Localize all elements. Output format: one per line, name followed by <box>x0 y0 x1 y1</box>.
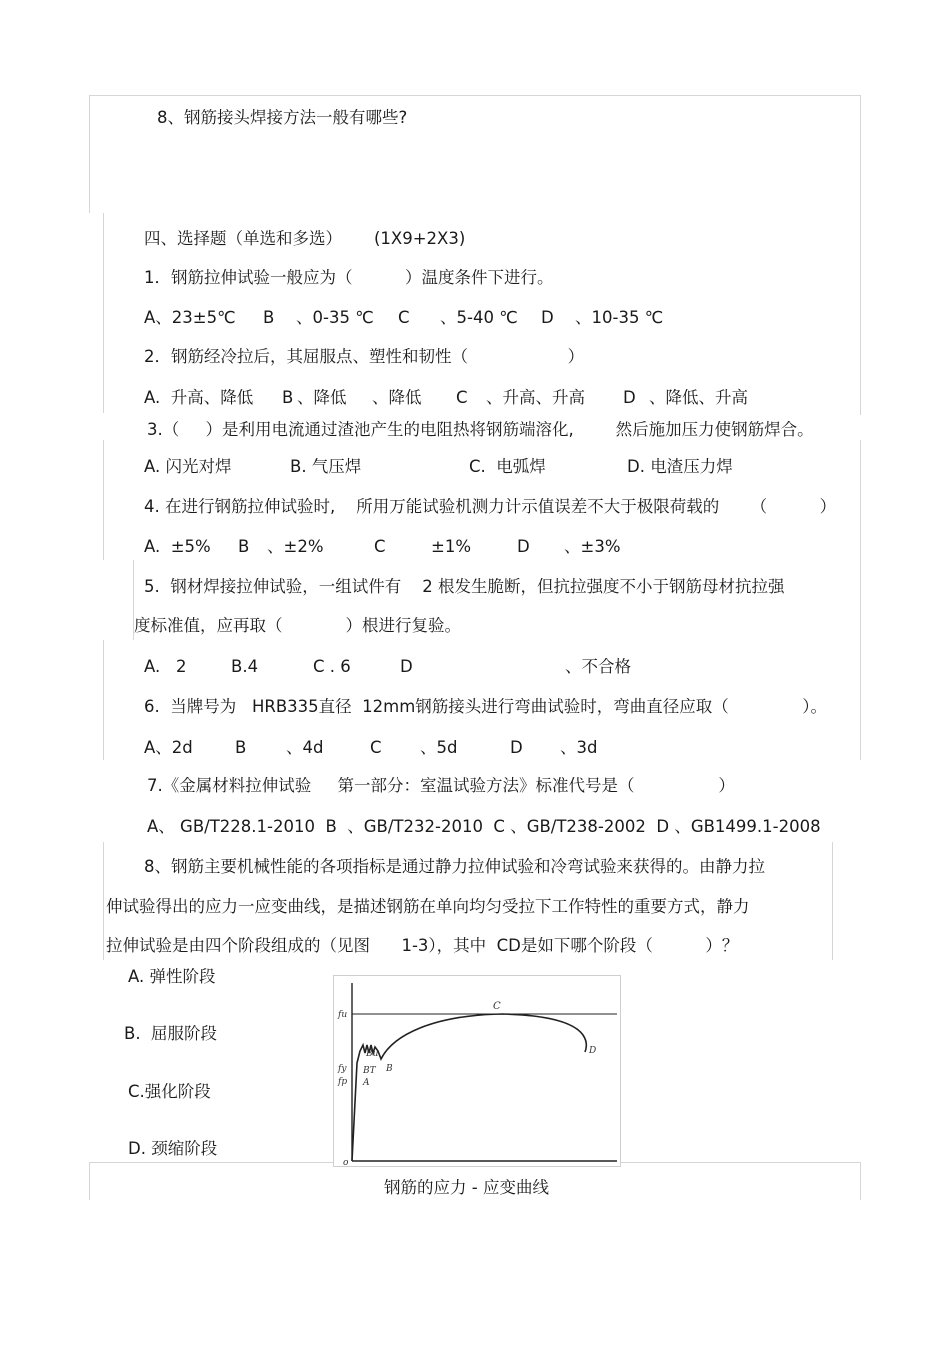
q1-option-c-letter: C <box>398 308 410 327</box>
point-bl-label: BT <box>363 1066 376 1076</box>
frame-top-line <box>90 95 861 96</box>
q1-option-d: 、10-35 ℃ <box>575 308 664 327</box>
question-3-stem: 3.（ ）是利用电流通过渣池产生的电阻热将钢筋端溶化, 然后施加压力使钢筋焊合。 <box>147 420 814 439</box>
point-d-label: D <box>589 1046 597 1056</box>
frame-right-line-2 <box>860 440 861 760</box>
frame-left-line-2 <box>103 213 104 413</box>
q8-option-b: B. 屈服阶段 <box>124 1024 218 1043</box>
q2-option-b1: 、降低 <box>297 388 347 407</box>
q5-option-d-letter: D <box>400 657 413 676</box>
q1-option-c: 、5-40 ℃ <box>440 308 518 327</box>
point-b-label: B <box>386 1064 393 1074</box>
frame-right-line-1 <box>860 95 861 415</box>
question-6-stem: 6. 当牌号为 HRB335直径 12mm钢筋接头进行弯曲试验时，弯曲直径应取（ ）。 <box>144 697 827 716</box>
q4-option-a: A. ±5% <box>144 537 211 556</box>
q4-option-b: 、±2% <box>267 537 324 556</box>
frame-left-line-1 <box>89 95 90 213</box>
q5-option-a-letter: A. <box>144 657 161 676</box>
q5-option-a: 2 <box>176 657 187 676</box>
q4-option-c: ±1% <box>431 537 472 556</box>
q5-option-b: B.4 <box>231 657 259 676</box>
figure-caption: 钢筋的应力 - 应变曲线 <box>384 1178 549 1197</box>
q4-option-d: 、±3% <box>564 537 621 556</box>
question-4-stem: 4. 在进行钢筋拉伸试验时, 所用万能试验机测力计示值误差不大于极限荷载的 （ ） <box>144 497 837 516</box>
question-8-stem-line1: 8、钢筋主要机械性能的各项指标是通过静力拉伸试验和冷弯试验来获得的。由静力拉 <box>144 857 765 876</box>
section-title: 四、选择题（单选和多选） <box>144 229 342 248</box>
q4-option-b-letter: B <box>238 537 250 556</box>
fu-label: fu <box>338 1010 348 1020</box>
point-bu-label: Bu <box>366 1049 379 1059</box>
q2-option-c: 、升高、升高 <box>486 388 585 407</box>
q3-option-a: A. 闪光对焊 <box>144 457 232 476</box>
question-8-stem-line3: 拉伸试验是由四个阶段组成的（见图 1-3），其中 CD是如下哪个阶段（ ）？ <box>106 936 739 955</box>
frame-right-line-4 <box>860 1162 861 1200</box>
q1-option-a: A、23±5℃ <box>144 308 236 327</box>
q8-option-d: D. 颈缩阶段 <box>128 1139 218 1158</box>
q2-option-b-letter: B <box>282 388 294 407</box>
fy-label: fy <box>338 1064 347 1074</box>
figure-border <box>334 976 621 1167</box>
question-5-stem-line1: 5. 钢材焊接拉伸试验，一组试件有 2 根发生脆断，但抗拉强度不小于钢筋母材抗拉强 <box>144 577 785 596</box>
frame-left-line-5 <box>103 640 104 760</box>
q8-option-a: A. 弹性阶段 <box>128 967 216 986</box>
q2-option-c-letter: C <box>456 388 468 407</box>
q6-option-c: 、5d <box>420 738 458 757</box>
question-8-stem-line2: 伸试验得出的应力一应变曲线，是描述钢筋在单向均匀受拉下工作特性的重要方式，静力 <box>106 897 750 916</box>
q5-option-c: C . 6 <box>313 657 351 676</box>
point-c-label: C <box>493 1001 501 1012</box>
stress-strain-figure <box>333 975 621 1167</box>
q6-option-b: 、4d <box>286 738 324 757</box>
q3-option-b: B. 气压焊 <box>290 457 362 476</box>
question-5-stem-line2: 度标准值，应再取（ ）根进行复验。 <box>134 616 461 635</box>
question-2-stem: 2．钢筋经冷拉后，其屈服点、塑性和韧性（ ） <box>144 347 585 366</box>
frame-left-line-6 <box>103 842 104 960</box>
q6-option-b-letter: B <box>235 738 247 757</box>
q2-option-b2: 、降低 <box>372 388 422 407</box>
q6-option-a: A、2d <box>144 738 193 757</box>
q2-option-d-letter: D <box>623 388 636 407</box>
frame-left-line-3 <box>103 440 104 560</box>
frame-right-line-3 <box>832 842 833 960</box>
q1-option-b-letter: B <box>263 308 275 327</box>
frame-left-line-7 <box>89 1162 90 1200</box>
q2-option-d: 、降低、升高 <box>649 388 748 407</box>
q1-option-d-letter: D <box>541 308 554 327</box>
q4-option-c-letter: C <box>374 537 386 556</box>
q1-option-b: 、0-35 ℃ <box>296 308 374 327</box>
q5-option-d: 、不合格 <box>565 657 631 676</box>
q6-option-c-letter: C <box>370 738 382 757</box>
question-8-short: 8、钢筋接头焊接方法一般有哪些? <box>157 108 408 127</box>
q6-option-d: 、3d <box>560 738 598 757</box>
question-7-stem: 7.《金属材料拉伸试验 第一部分：室温试验方法》标准代号是（ ） <box>147 776 735 795</box>
q4-option-d-letter: D <box>517 537 530 556</box>
section-score: (1X9+2X3) <box>374 229 466 248</box>
q3-option-c: C. 电弧焊 <box>469 457 546 476</box>
origin-label: o <box>343 1158 349 1167</box>
q6-option-d-letter: D <box>510 738 523 757</box>
question-1-stem: 1．钢筋拉伸试验一般应为（ ）温度条件下进行。 <box>144 268 554 287</box>
point-a-label: A <box>363 1078 370 1088</box>
q3-option-d: D. 电渣压力焊 <box>627 457 733 476</box>
q2-option-a: A. 升高、降低 <box>144 388 254 407</box>
fp-label: fp <box>338 1077 348 1087</box>
q7-options: A、 GB/T228.1-2010 B 、GB/T232-2010 C 、GB/T238-2002 D 、GB1499.1-2008 <box>147 817 821 836</box>
q8-option-c: C.强化阶段 <box>128 1082 211 1101</box>
